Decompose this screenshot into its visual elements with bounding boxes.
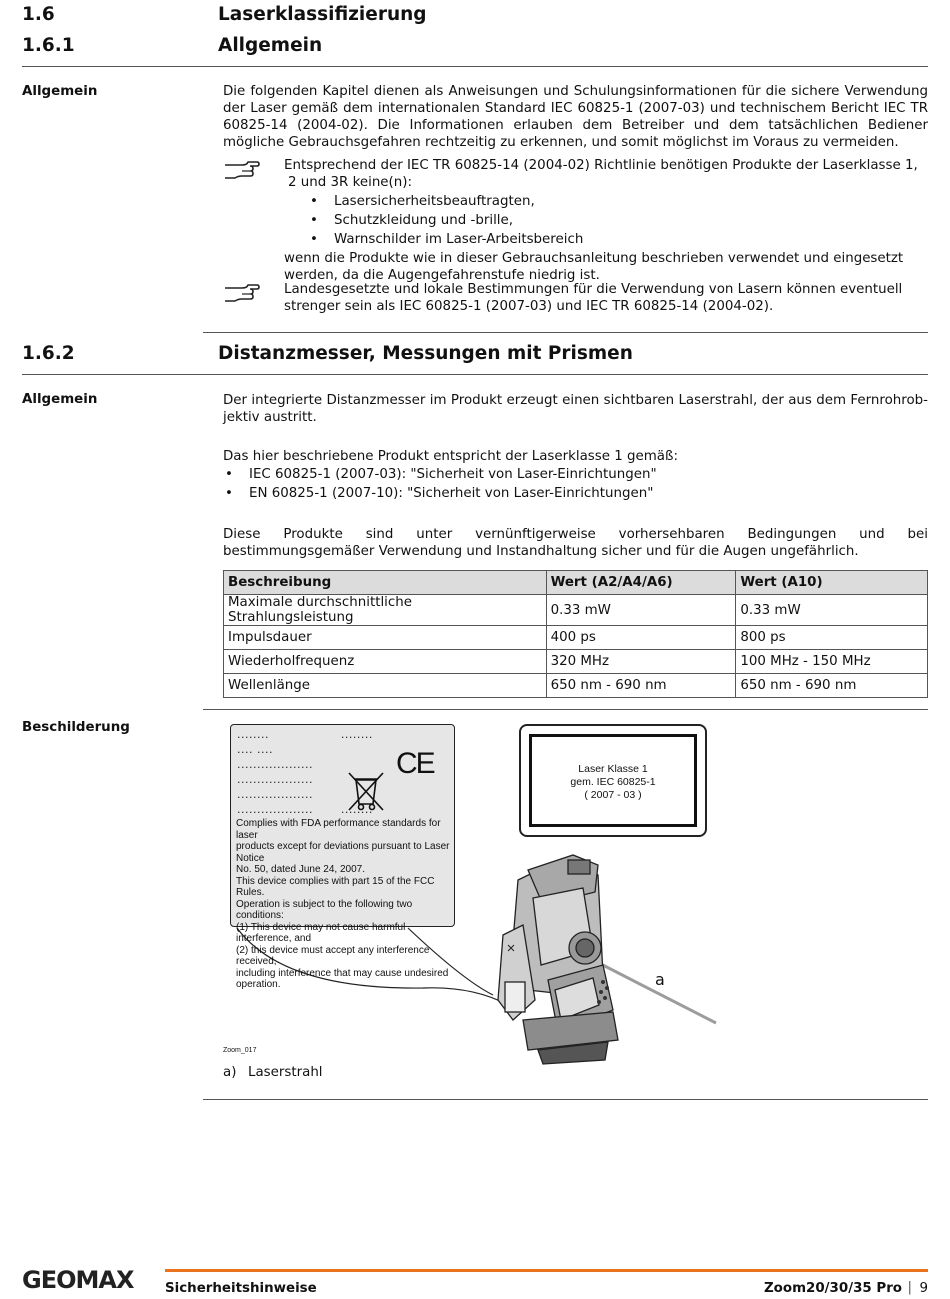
laser-spec-table	[223, 570, 928, 698]
table-row	[224, 595, 928, 626]
heading-rule	[22, 374, 928, 375]
table-row	[224, 626, 928, 650]
section-divider	[203, 1099, 928, 1100]
page-number: 9	[919, 1281, 928, 1296]
brand-logo: GEOMAX	[22, 1266, 134, 1294]
table-header: Beschreibung	[224, 571, 547, 595]
side-label-general: Allgemein	[22, 84, 98, 99]
laser-class-sign	[519, 724, 707, 837]
note-1-after: wenn die Produkte wie in dieser Gebrauchsanleitung beschrieben verwendet und eingesetzt werden, da die Augengefahrenstufe niedrig ist.	[284, 251, 904, 283]
footer-accent-bar	[165, 1269, 928, 1272]
side-label-signage: Beschilderung	[22, 720, 130, 735]
table-cell: 0.33 mW	[736, 595, 928, 626]
subsection-number: 1.6.1	[22, 35, 75, 56]
pointing-hand-icon	[224, 281, 260, 303]
note-1-line-1: Entsprechend der IEC TR 60825-14 (2004-02) Richtlinie benötigen Produkte der Laserklasse 1,	[284, 158, 918, 173]
callout-letter: a	[655, 970, 665, 989]
laser-sign-text: Laser Klasse 1 gem. IEC 60825-1 ( 2007 - 03 )	[570, 763, 656, 801]
table-cell: Wellenlänge	[224, 674, 547, 698]
legend-key: a)	[223, 1065, 237, 1080]
section-divider	[203, 332, 928, 333]
table-cell: Wiederholfrequenz	[224, 650, 547, 674]
standards-list	[223, 465, 928, 503]
table-header: Wert (A2/A4/A6)	[546, 571, 736, 595]
footer-section-title: Sicherheitshinweise	[165, 1281, 317, 1296]
figure-id: Zoom_017	[223, 1047, 257, 1054]
table-cell: 100 MHz - 150 MHz	[736, 650, 928, 674]
table-cell: Impulsdauer	[224, 626, 547, 650]
table-cell: Maximale durchschnittliche Strahlungsleistung	[224, 595, 547, 626]
note-1-list	[308, 192, 928, 249]
footer-separator: |	[907, 1280, 912, 1295]
table-cell: 320 MHz	[546, 650, 736, 674]
list-item: • Schutzkleidung und -brille,	[308, 211, 928, 230]
table-cell: 800 ps	[736, 626, 928, 650]
list-item: • Lasersicherheitsbeauftragten,	[308, 192, 928, 211]
product-label: ........ ........ .... .... ................... ................... ................... ................... ........ CE Complies with FDA performance standards for laser products except for deviations pursuant to Laser Notice No. 50, dated June 24, 2007. This device complies with part 15 of the FCC Rules. Operation is subject to the following two conditions: (1) This device may not cause harmful interference, and (2) this device must accept any interference received, including interference that may cause undesired operation.	[230, 724, 455, 927]
intro-paragraph: Die folgenden Kapitel dienen als Anweisungen und Schulungsinformationen für die sichere Verwendung der Laser gemäß dem internationalen Standard IEC 60825-1 (2007-03) und technischem Bericht IEC TR 60825-14 (2004-02). Die Informationen erlauben dem Betreiber und dem tatsächlichen Bediener mögliche Gebrauchsgefahren rechtzeitig zu erkennen, und somit möglichst im Voraus zu vermeiden.	[223, 84, 928, 150]
pointing-hand-icon	[224, 158, 260, 180]
table-row	[224, 650, 928, 674]
section-number: 1.6	[22, 4, 55, 25]
paragraph-1: Der integrierte Distanzmesser im Produkt erzeugt einen sichtbaren Laserstrahl, der aus dem Fernrohrob-jektiv austritt.	[223, 393, 928, 425]
note-1	[284, 157, 928, 284]
section-divider	[203, 709, 928, 710]
list-item: • EN 60825-1 (2007-10): "Sicherheit von Laser-Einrichtungen"	[223, 484, 928, 503]
list-item: • IEC 60825-1 (2007-03): "Sicherheit von Laser-Einrichtungen"	[223, 465, 928, 484]
table-header: Wert (A10)	[736, 571, 928, 595]
note-2: Landesgesetzte und lokale Bestimmungen für die Verwendung von Lasern können eventuell strenger sein als IEC 60825-1 (2007-03) und IEC TR 60825-14 (2004-02).	[284, 282, 903, 314]
table-header-row	[224, 571, 928, 595]
table-row	[224, 674, 928, 698]
list-item: • Warnschilder im Laser-Arbeitsbereich	[308, 230, 928, 249]
subsection-title: Allgemein	[218, 35, 323, 56]
ce-mark: CE	[396, 747, 434, 780]
heading-rule	[22, 66, 928, 67]
paragraph-2: Das hier beschriebene Produkt entspricht der Laserklasse 1 gemäß:	[223, 449, 678, 464]
table-cell: 400 ps	[546, 626, 736, 650]
label-compliance-text: Complies with FDA performance standards for laser products except for deviations pursuant to Laser Notice No. 50, dated June 24, 2007. This device complies with part 15 of the FCC Rules. Operation is subject to the following two conditions: (1) This device may not cause harmful interference, and (2) this device must accept any interference received, including interference that may cause undesired operation.	[236, 818, 450, 990]
subsection-number: 1.6.2	[22, 343, 75, 364]
footer-product-name: Zoom20/30/35 Pro	[763, 1281, 902, 1296]
section-title: Laserklassifizierung	[218, 4, 427, 25]
table-cell: 650 nm - 690 nm	[736, 674, 928, 698]
paragraph-3: Diese Produkte sind unter vernünftigerweise vorhersehbaren Bedingungen und bei bestimmungsgemäßer Verwendung und Instandhaltung sicher und für die Augen ungefährlich.	[223, 527, 928, 559]
legend-text: Laserstrahl	[248, 1065, 323, 1080]
side-label-general: Allgemein	[22, 392, 98, 407]
table-cell: 0.33 mW	[546, 595, 736, 626]
table-cell: 650 nm - 690 nm	[546, 674, 736, 698]
crossed-bin-icon	[346, 770, 386, 814]
subsection-title: Distanzmesser, Messungen mit Prismen	[218, 343, 633, 364]
note-1-line-2: 2 und 3R keine(n):	[288, 175, 412, 190]
